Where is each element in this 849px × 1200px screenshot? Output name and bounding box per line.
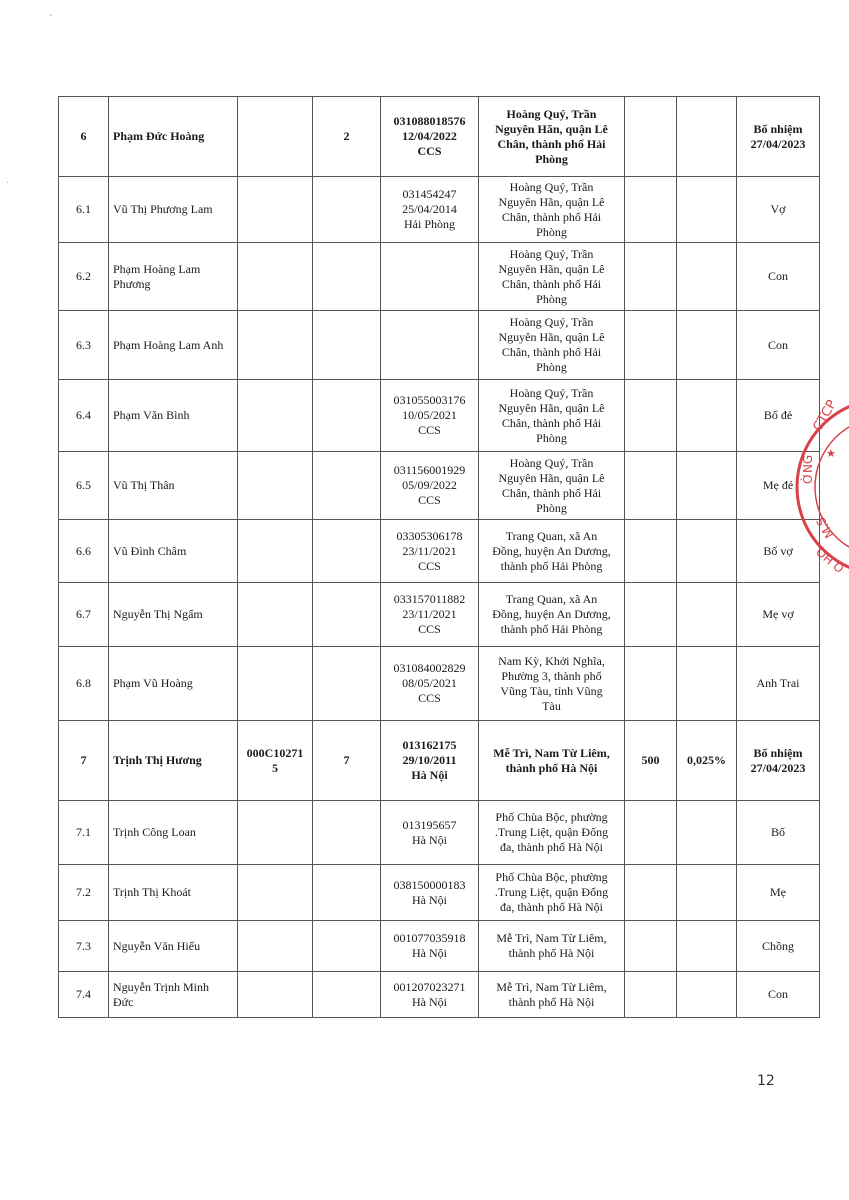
id-number-cell [381,583,479,647]
shares-cell [625,647,677,721]
address-cell [479,921,625,972]
securities-account [238,177,313,243]
position-code [313,647,381,721]
id-number-cell-text: 013162175 29/10/2011 Hà Nội [402,738,457,782]
relationship-cell-text: Con [767,337,788,352]
id-number-cell-text: 031088018576 12/04/2022 CCS [393,114,466,158]
address-cell [479,452,625,520]
address-cell-text: Hoàng Quý, Trần Nguyên Hãn, quận Lê Chân, thành phố Hải Phòng [498,246,605,306]
person-name-text: Vũ Thị Phương Lam [113,202,213,216]
shares-cell [625,380,677,452]
shares-cell [625,583,677,647]
address-cell-text: Mễ Trì, Nam Từ Liêm, thành phố Hà Nội [496,931,607,960]
ownership-percent [677,243,737,311]
shares-cell [625,177,677,243]
relationship-cell-text: Con [767,987,788,1001]
relationship-cell-text: Bố đẻ [763,408,793,422]
securities-account [238,721,313,801]
relationship-cell-text: Anh Trai [756,676,800,690]
position-code [313,97,381,177]
address-cell-text: Hoàng Quý, Trần Nguyên Hãn, quận Lê Chân, thành phố Hải Phòng [498,385,605,445]
address-cell-text: Phố Chùa Bộc, phường .Trung Liệt, quận Đống đa, thành phố Hà Nội [494,810,609,854]
position-code [313,801,381,865]
shares-cell [625,452,677,520]
svg-text:CTCP: CTCP [810,397,841,434]
address-cell-text: Hoàng Quý, Trần Nguyên Hãn, quận Lê Chân, thành phố Hải Phòng [498,179,605,239]
row-number [59,647,109,721]
id-number-cell [381,97,479,177]
id-number-cell [381,177,479,243]
person-name-text: Phạm Đức Hoàng [113,129,205,143]
table-row [59,452,820,520]
ownership-percent [677,311,737,380]
person-name-text: Trịnh Công Loan [113,825,196,839]
row-number [59,520,109,583]
position-code [313,311,381,380]
position-code [313,243,381,311]
address-cell [479,865,625,921]
row-number-text: 6 [80,129,87,143]
id-number-cell [381,243,479,311]
shares-cell-text: 500 [641,753,660,767]
row-number-text: 6.3 [76,337,91,352]
row-number-text: 7.2 [76,885,91,899]
row-number [59,452,109,520]
row-number [59,97,109,177]
address-cell [479,311,625,380]
address-cell [479,243,625,311]
ownership-percent [677,721,737,801]
position-code [313,972,381,1018]
person-name [109,583,238,647]
relationship-cell-text: Bổ nhiệm 27/04/2023 [750,745,806,775]
relationship-cell [737,647,820,721]
id-number-cell-text: 038150000183 Hà Nội [393,877,466,907]
svg-text:★: ★ [826,447,836,460]
address-cell-text: Mễ Trì, Nam Từ Liêm, thành phố Hà Nội [493,745,610,775]
table-row [59,243,820,311]
relationship-cell-text: Con [767,269,788,283]
relationship-cell-text: Bổ nhiệm 27/04/2023 [750,121,806,151]
related-persons-table [58,96,820,1018]
person-name-text: Vũ Thị Thân [113,478,175,492]
row-number-text: 7.1 [76,825,91,839]
shares-cell [625,721,677,801]
ownership-percent [677,177,737,243]
ownership-percent [677,801,737,865]
row-number-text: 6.2 [76,269,91,283]
row-number [59,801,109,865]
person-name [109,865,238,921]
address-cell [479,177,625,243]
person-name-text: Phạm Vũ Hoàng [113,676,193,690]
person-name-text: Trịnh Thị Khoát [113,885,192,899]
ownership-percent [677,97,737,177]
position-code [313,721,381,801]
id-number-cell-text: 001207023271 Hà Nội [393,979,466,1009]
page-number: 12 [757,1073,775,1089]
ownership-percent [677,647,737,721]
person-name-text: Phạm Hoàng Lam Anh [113,337,224,352]
relationship-cell [737,801,820,865]
securities-account [238,972,313,1018]
scan-mark: ˜ [48,14,53,25]
relationship-cell [737,380,820,452]
address-cell [479,972,625,1018]
ownership-percent [677,520,737,583]
shares-cell [625,243,677,311]
shares-cell [625,311,677,380]
row-number [59,243,109,311]
person-name [109,380,238,452]
row-number-text: 7.3 [76,938,91,953]
person-name [109,972,238,1018]
securities-account [238,865,313,921]
person-name-text: Nguyễn Trịnh Minh Đức [113,979,210,1009]
relationship-cell-text: Mẹ [770,885,786,899]
row-number-text: 6.7 [76,607,91,621]
securities-account [238,583,313,647]
ownership-percent [677,583,737,647]
id-number-cell [381,647,479,721]
row-number-text: 6.8 [76,676,91,690]
address-cell-text: Trang Quan, xã An Đồng, huyện An Dương, thành phố Hải Phòng [492,592,611,636]
address-cell [479,520,625,583]
shares-cell [625,921,677,972]
table-row [59,177,820,243]
id-number-cell-text: 031084002829 08/05/2021 CCS [393,661,466,705]
person-name-text: Trịnh Thị Hương [113,753,202,767]
address-cell-text: Mễ Trì, Nam Từ Liêm, thành phố Hà Nội [496,979,607,1009]
securities-account [238,921,313,972]
table-row [59,520,820,583]
address-cell-text: Trang Quan, xã An Đồng, huyện An Dương, thành phố Hải Phòng [492,528,611,573]
table-row [59,380,820,452]
securities-account [238,647,313,721]
row-number [59,721,109,801]
person-name-text: Phạm Văn Bình [113,408,190,422]
address-cell-text: Hoàng Quý, Trần Nguyên Hãn, quận Lê Chân, thành phố Hải Phòng [498,455,605,515]
address-cell [479,721,625,801]
address-cell [479,97,625,177]
id-number-cell-text: 031454247 25/04/2014 Hải Phòng [402,187,457,231]
person-name [109,452,238,520]
securities-account-text: 000C10271 5 [246,745,304,775]
person-name [109,721,238,801]
relationship-cell [737,583,820,647]
id-number-cell [381,865,479,921]
shares-cell [625,801,677,865]
row-number-text: 6.5 [76,478,91,492]
id-number-cell [381,801,479,865]
id-number-cell-text: 013195657 Hà Nội [402,817,457,847]
table-row [59,972,820,1018]
securities-account [238,452,313,520]
address-cell [479,801,625,865]
shares-cell [625,97,677,177]
ownership-percent [677,921,737,972]
scan-mark: · [6,178,10,189]
table-row [59,921,820,972]
relationship-cell [737,97,820,177]
relationship-cell [737,921,820,972]
securities-account [238,243,313,311]
relationship-cell [737,721,820,801]
person-name-text: Phạm Hoàng Lam Phương [113,261,201,291]
shares-cell [625,520,677,583]
person-name [109,801,238,865]
position-code [313,452,381,520]
person-name [109,647,238,721]
position-code [313,177,381,243]
securities-account [238,97,313,177]
id-number-cell-text: 031055003176 10/05/2021 CCS [393,393,466,437]
position-code-text: 2 [343,129,350,143]
address-cell [479,583,625,647]
relationship-cell [737,311,820,380]
position-code [313,520,381,583]
table-row [59,647,820,721]
address-cell [479,647,625,721]
svg-text:Q.HO: Q.HO [813,544,847,576]
ownership-percent-text: 0,025% [687,753,726,767]
relationship-cell [737,520,820,583]
relationship-cell [737,177,820,243]
relationship-cell [737,865,820,921]
table-row [59,801,820,865]
row-number [59,972,109,1018]
address-cell-text: Nam Kỳ, Khởi Nghĩa, Phường 3, thành phố Vũng Tàu, tỉnh Vũng Tàu [498,653,605,713]
position-code [313,380,381,452]
relationship-cell-text: Mẹ đẻ [762,478,794,492]
securities-account [238,801,313,865]
person-name [109,243,238,311]
ownership-percent [677,972,737,1018]
table-row [59,583,820,647]
person-name [109,520,238,583]
row-number [59,380,109,452]
person-name-text: Nguyễn Văn Hiếu [113,938,201,953]
address-cell-text: Hoàng Quý, Trần Nguyên Hãn, quận Lê Chân, thành phố Hải Phòng [495,106,608,166]
person-name-text: Nguyễn Thị Ngấm [113,607,203,621]
id-number-cell [381,520,479,583]
id-number-cell-text: 001077035918 Hà Nội [393,931,466,960]
relationship-cell-text: Bố vợ [763,543,793,558]
person-name [109,311,238,380]
relationship-cell-text: Mẹ vợ [762,607,794,621]
securities-account [238,520,313,583]
ownership-percent [677,380,737,452]
person-name [109,97,238,177]
id-number-cell-text: 03305306178 23/11/2021 CCS [396,528,463,573]
row-number-text: 7 [80,753,87,767]
row-number [59,311,109,380]
row-number-text: 6.1 [76,202,91,216]
securities-account [238,380,313,452]
row-number [59,583,109,647]
row-number [59,177,109,243]
address-cell [479,380,625,452]
relationship-cell [737,452,820,520]
position-code-text: 7 [343,753,350,767]
id-number-cell [381,452,479,520]
table-row [59,721,820,801]
relationship-cell-text: Vợ [770,202,786,216]
row-number-text: 7.4 [76,987,91,1001]
relationship-cell [737,243,820,311]
relationship-cell [737,972,820,1018]
id-number-cell [381,921,479,972]
person-name [109,177,238,243]
table-row [59,311,820,380]
table-row [59,865,820,921]
svg-text:ỜNG: ỜNG [801,454,815,484]
id-number-cell-text: 033157011882 23/11/2021 CCS [393,592,466,636]
row-number [59,921,109,972]
shares-cell [625,865,677,921]
table-row [59,97,820,177]
relationship-cell-text: Bố [770,825,785,839]
row-number-text: 6.4 [76,408,91,422]
row-number [59,865,109,921]
position-code [313,583,381,647]
address-cell-text: Hoàng Quý, Trần Nguyên Hãn, quận Lê Chân, thành phố Hải Phòng [498,315,605,374]
id-number-cell [381,311,479,380]
ownership-percent [677,452,737,520]
position-code [313,921,381,972]
id-number-cell-text: 031156001929 05/09/2022 CCS [393,463,466,507]
ownership-percent [677,865,737,921]
shares-cell [625,972,677,1018]
id-number-cell [381,380,479,452]
person-name-text: Vũ Đình Châm [113,543,187,558]
svg-text:M.S: M.S [813,514,837,541]
person-name [109,921,238,972]
row-number-text: 6.6 [76,543,91,558]
address-cell-text: Phố Chùa Bộc, phường .Trung Liệt, quận Đống đa, thành phố Hà Nội [494,870,609,914]
position-code [313,865,381,921]
securities-account [238,311,313,380]
relationship-cell-text: Chồng [761,938,794,953]
id-number-cell [381,721,479,801]
id-number-cell [381,972,479,1018]
